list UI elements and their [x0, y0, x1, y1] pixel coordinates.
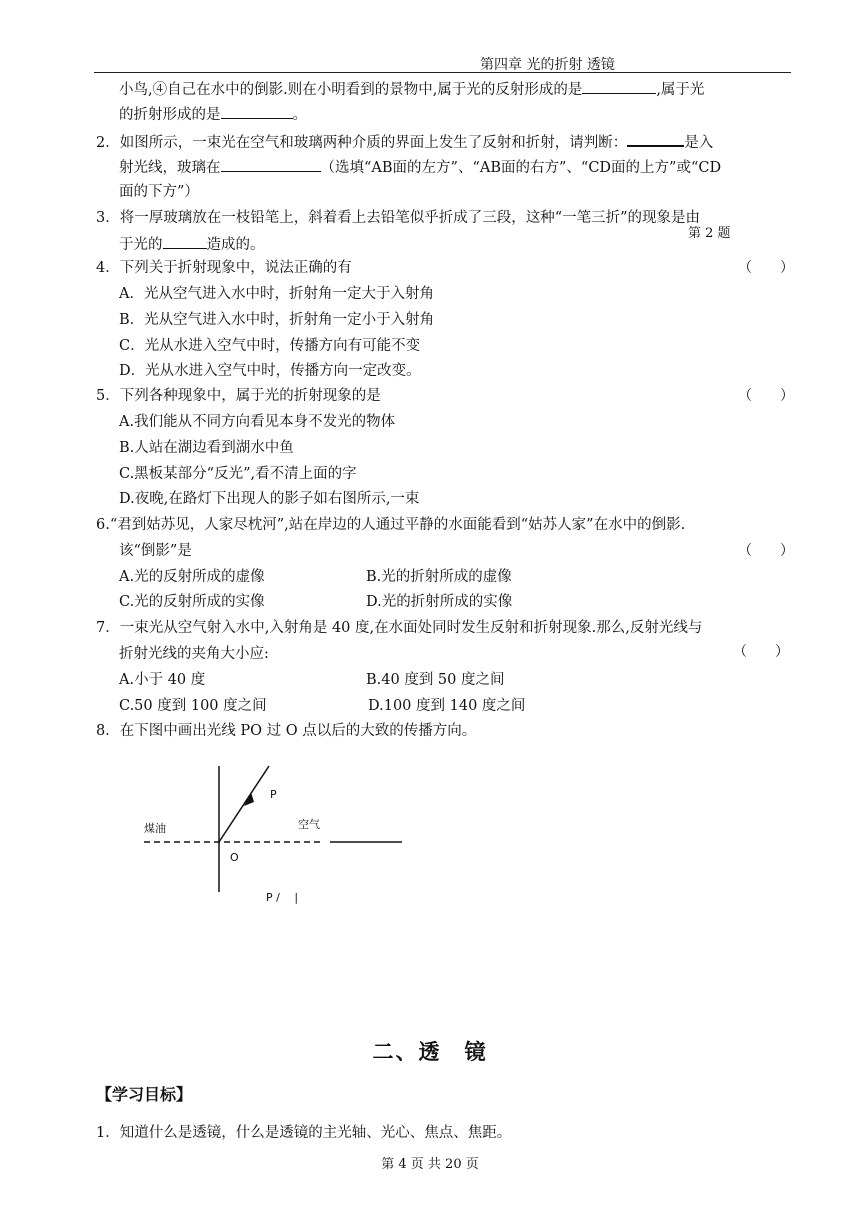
q5-option-b: B.人站在湖边看到湖水中鱼 [119, 440, 294, 456]
q5-option-d: D.夜晚,在路灯下出现人的影子如右图所示,一束 [119, 491, 420, 507]
q3-text-b: 造成的。 [206, 237, 265, 253]
q4-option-b: B．光从空气进入水中时，折射角一定小于入射角 [119, 312, 435, 328]
q1-blank-refraction [221, 104, 293, 119]
label-p: P [270, 788, 277, 801]
q8-stem: 8．在下图中画出光线 PO 过 O 点以后的大致的传播方向。 [96, 723, 477, 739]
label-kerosene: 煤油 [144, 822, 166, 835]
chapter-header: 第四章 光的折射 透镜 [480, 57, 615, 73]
figure-2-caption: 第 2 题 [688, 226, 731, 241]
q4-answer-paren: （ ） [738, 260, 794, 276]
q2-text-a: 2．如图所示，一束光在空气和玻璃两种介质的界面上发生了反射和折射，请判断： [96, 135, 628, 151]
ray-arrow-icon [244, 792, 254, 806]
q2-text-c: 射光线，玻璃在 [119, 160, 221, 176]
q4-stem: 4．下列关于折射现象中，说法正确的有 [96, 260, 352, 276]
q3-text-a: 于光的 [119, 237, 163, 253]
q5-option-c: C.黑板某部分“反光”,看不清上面的字 [119, 466, 357, 482]
header-rule [94, 72, 791, 73]
goal-item-1: 1．知道什么是透镜，什么是透镜的主光轴、光心、焦点、焦距。 [96, 1125, 512, 1141]
q5-stem: 5．下列各种现象中，属于光的折射现象的是 [96, 388, 381, 404]
q5-option-a: A.我们能从不同方向看见本身不发光的物体 [119, 414, 396, 430]
q1-text-c: 的折射形成的是 [119, 107, 221, 123]
q1-line2 [119, 104, 307, 124]
q2-text-b: 是入 [684, 135, 714, 151]
q4-option-c: C．光从水进入空气中时，传播方向有可能不变 [119, 338, 421, 354]
q1-blank-reflection [582, 79, 656, 94]
q6-line1: 6.“君到姑苏见，人家尽枕河”,站在岸边的人通过平静的水面能看到“姑苏人家”在水中的倒影. [96, 517, 686, 533]
q2-line1 [96, 131, 713, 152]
q2-line3: 面的下方”） [119, 184, 199, 200]
q7-option-c: C.50 度到 100 度之间 [119, 698, 267, 714]
q3-line2 [119, 234, 265, 254]
q7-line2: 折射光线的夹角大小应: [119, 646, 269, 662]
label-o: O [230, 851, 239, 864]
q1-text-b: ,属于光 [656, 82, 705, 98]
section-title: 二、透 镜 [372, 1040, 488, 1064]
q6-option-d: D.光的折射所成的实像 [366, 594, 513, 610]
q2-blank-ray [627, 131, 684, 147]
q7-line1: 7．一束光从空气射入水中,入射角是 40 度,在水面处同时发生反射和折射现象.那么,反射光线与 [96, 620, 703, 636]
q2-blank-glass [221, 157, 321, 172]
page-footer: 第 4 页 共 20 页 [381, 1157, 479, 1172]
q1-text-d: 。 [292, 107, 307, 123]
goals-heading: 【学习目标】 [96, 1085, 193, 1104]
q7-option-d: D.100 度到 140 度之间 [368, 698, 526, 714]
q1-text-a: 小鸟,④自己在水中的倒影.则在小明看到的景物中,属于光的反射形成的是 [119, 82, 583, 98]
q3-line1: 3．将一厚玻璃放在一枝铅笔上，斜着看上去铅笔似乎折成了三段，这种“一笔三折”的现象是由 [96, 210, 701, 226]
q6-option-a: A.光的反射所成的虚像 [119, 569, 265, 585]
q4-option-d: D．光从水进入空气中时，传播方向一定改变。 [119, 363, 421, 379]
q3-blank [163, 234, 207, 249]
label-air: 空气 [298, 818, 320, 831]
q6-line2: 该“倒影”是 [119, 543, 192, 559]
q7-option-a: A.小于 40 度 [119, 672, 206, 688]
q7-answer-paren: （ ） [733, 644, 789, 660]
q4-option-a: A．光从空气进入水中时，折射角一定大于入射角 [119, 286, 434, 302]
q7-option-b: B.40 度到 50 度之间 [366, 672, 505, 688]
refraction-diagram [130, 760, 420, 905]
q5-answer-paren: （ ） [738, 388, 794, 404]
q6-option-b: B.光的折射所成的虚像 [366, 569, 512, 585]
incident-ray-po [219, 766, 269, 842]
q6-option-c: C.光的反射所成的实像 [119, 594, 265, 610]
label-bottom-fragment: P / | [266, 891, 299, 904]
q2-text-d: （选填“AB面的左方”、“AB面的右方”、“CD面的上方”或“CD [320, 160, 722, 176]
q1-line1 [119, 79, 704, 99]
q6-answer-paren: （ ） [738, 543, 794, 559]
q2-line2 [119, 157, 721, 177]
